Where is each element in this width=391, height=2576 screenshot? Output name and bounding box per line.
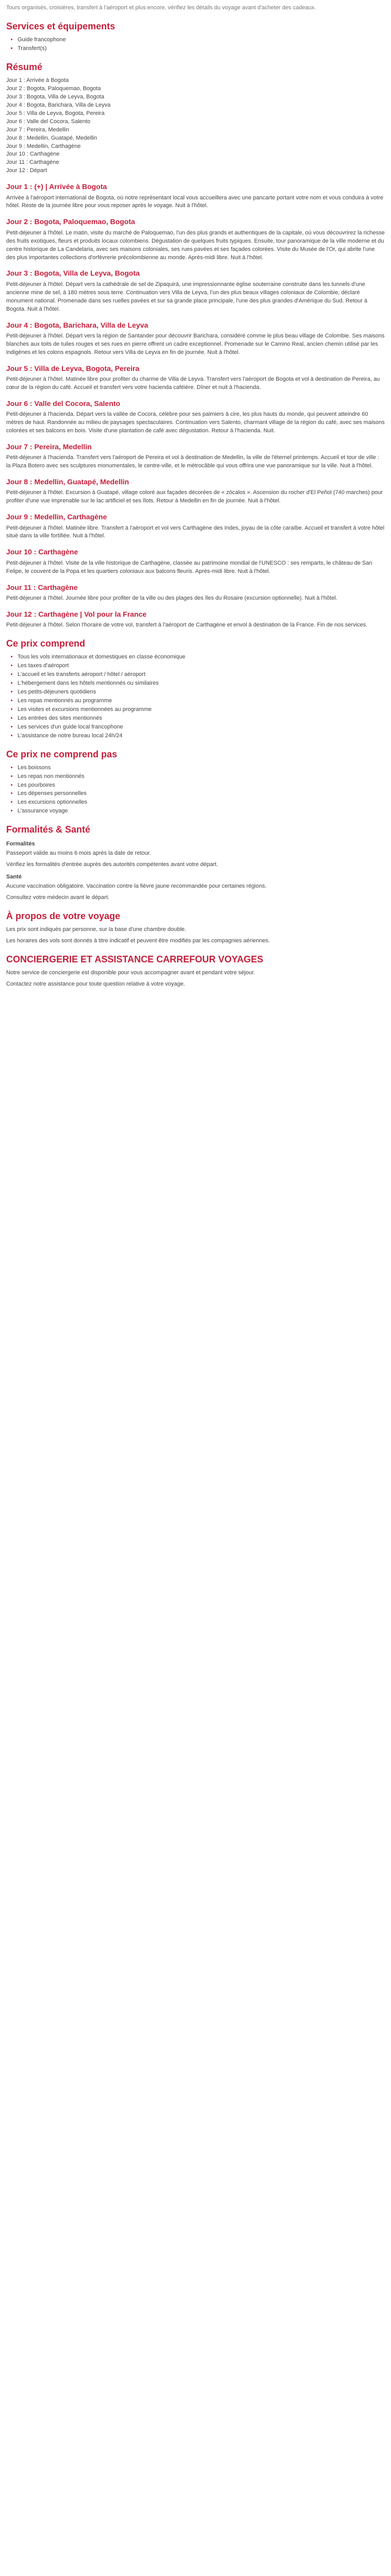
- day-title: Jour 4 : Bogota, Barichara, Villa de Leyva: [6, 320, 149, 329]
- day-text: Petit-déjeuner à l'hôtel. Le matin, visite du marché de Paloquemao, l'un des plus grands et authentiques de la capitale, où vous découvrirez la richesse des fruits exotiques, fleurs et produits locaux colombiens. Dégustation de quelques fruits typiques. Ensuite, tour panoramique de la ville moderne et du centre historique de La Candelaria, avec ses maisons coloniales, ses rues pavées et ses façades colorées. Visite du Musée de l'Or, qui abrite l'une des plus importantes collections d'orfèvrerie précolombienne au monde. Après-midi libre. Nuit à l'hôtel.: [6, 229, 385, 261]
- day-text: Petit-déjeuner à l'hôtel. Matinée libre. Transfert à l'aéroport et vol vers Carthagène des Indes, joyau de la côte caraïbe. Accueil et transfert à votre hôtel situé dans la ville fortifiée. Nuit à l'hôtel.: [6, 524, 385, 539]
- not-included-title: Ce prix ne comprend pas: [6, 749, 118, 759]
- health-subtitle: Santé: [6, 874, 22, 880]
- day-title: Jour 9 : Medellin, Carthagène: [6, 513, 107, 521]
- summary-line: Jour 2 : Bogota, Paloquemao, Bogota: [6, 85, 101, 92]
- list-item: • Les repas non mentionnés: [18, 773, 385, 781]
- list-item: • Les taxes d'aéroport: [18, 662, 385, 670]
- summary-line: Jour 12 : Départ: [6, 167, 47, 174]
- summary-line: Jour 10 : Carthagène: [6, 151, 60, 158]
- day-section: [6, 512, 385, 540]
- day-title: Jour 3 : Bogota, Villa de Leyva, Bogota: [6, 269, 140, 278]
- list-item: • Les repas mentionnés au programme: [18, 697, 385, 705]
- list-item: • Transfert(s): [18, 45, 385, 53]
- day-text: Petit-déjeuner à l'hôtel. Journée libre pour profiter de la ville ou des plages des îles du Rosaire (excursion optionnelle). Nuit à l'hôtel.: [6, 595, 337, 601]
- day-section: [6, 216, 385, 262]
- list-item: • Tous les vols internationaux et domestiques en classe économique: [18, 653, 385, 662]
- list-item: • L'assurance voyage: [18, 807, 385, 816]
- day-section: [6, 268, 385, 313]
- list-item: • Les entrées des sites mentionnés: [18, 715, 385, 723]
- assistance-text: Contactez notre assistance pour toute question relative à votre voyage.: [6, 980, 185, 987]
- day-text: Petit-déjeuner à l'hôtel. Selon l'horaire de votre vol, transfert à l'aéroport de Carthagène et envol à destination de la France. Fin de nos services.: [6, 622, 368, 629]
- day-section: [6, 363, 385, 392]
- summary-line: Jour 6 : Valle del Cocora, Salento: [6, 118, 91, 125]
- day-section: [6, 582, 385, 603]
- formalities-subtitle: Formalités: [6, 841, 35, 848]
- assistance-text: Notre service de conciergerie est disponible pour vous accompagner avant et pendant votre séjour.: [6, 970, 255, 976]
- health-text: Aucune vaccination obligatoire. Vaccination contre la fièvre jaune recommandée pour certaines régions.: [6, 883, 267, 890]
- conditions-text: Les horaires des vols sont donnés à titre indicatif et peuvent être modifiés par les compagnies aériennes.: [6, 938, 270, 944]
- intro-text: Tours organisés, croisières, transfert à l'aéroport et plus encore, vérifiez les détails du voyage avant d'acheter des cadeaux.: [6, 5, 316, 11]
- services-list: [6, 36, 385, 53]
- formalities-title: Formalités & Santé: [6, 824, 91, 835]
- day-title: Jour 6 : Valle del Cocora, Salento: [6, 399, 120, 408]
- summary-line: Jour 3 : Bogota, Villa de Leyva, Bogota: [6, 93, 104, 100]
- summary-line: Jour 1 : Arrivée à Bogota: [6, 77, 69, 83]
- list-item: • Les boissons: [18, 764, 385, 772]
- list-item: • L'accueil et les transferts aéroport / hôtel / aéroport: [18, 671, 385, 679]
- list-item: • Les excursions optionnelles: [18, 799, 385, 807]
- day-title: Jour 8 : Medellin, Guatapé, Medellin: [6, 478, 129, 486]
- list-item: • Les dépenses personnelles: [18, 790, 385, 798]
- day-text: Petit-déjeuner à l'hôtel. Départ vers la région de Santander pour découvrir Barichara, considéré comme le plus beau village de Colombie. Ses maisons blanches aux toits de tuiles rouges et ses rues en pierre offrent un cadre exceptionnel. Promenade sur le Camino Real, ancien chemin utilisé par les indigènes et les colons espagnols. Retour vers Villa de Leyva en fin de journée. Nuit à l'hôtel.: [6, 332, 385, 355]
- list-item: • L'hébergement dans les hôtels mentionnés ou similaires: [18, 680, 385, 688]
- summary-line: Jour 8 : Medellin, Guatapé, Medellin: [6, 134, 97, 141]
- services-title: Services et équipements: [6, 21, 116, 31]
- conditions-title: À propos de votre voyage: [6, 910, 121, 921]
- day-title: Jour 5 : Villa de Leyva, Bogota, Pereira: [6, 364, 140, 372]
- day-title: Jour 11 : Carthagène: [6, 583, 78, 591]
- page: [0, 0, 391, 998]
- formalities-text: Vérifiez les formalités d'entrée auprès des autorités compétentes avant votre départ.: [6, 861, 218, 868]
- conditions-text: Les prix sont indiqués par personne, sur la base d'une chambre double.: [6, 926, 186, 933]
- day-section: [6, 320, 385, 357]
- day-text: Petit-déjeuner à l'hacienda. Départ vers la vallée de Cocora, célèbre pour ses palmiers à cire, les plus hauts du monde, qui peuvent atteindre 60 mètres de haut. Randonnée au milieu de paysages spectaculaires. Continuation vers Salento, charmant village de la région du café, avec ses maisons colorées et ses balcons en bois. Visite d'une plantation de café avec dégustation. Retour à l'hacienda. Nuit.: [6, 411, 385, 434]
- day-title: Jour 12 : Carthagène | Vol pour la France: [6, 609, 147, 618]
- summary-line: Jour 9 : Medellin, Carthagène: [6, 143, 81, 149]
- included-title: Ce prix comprend: [6, 638, 86, 649]
- day-text: Petit-déjeuner à l'hôtel. Visite de la ville historique de Carthagène, classée au patrimoine mondial de l'UNESCO : ses remparts, le château de San Felipe, le couvent de la Popa et les quartiers coloniaux aux balcons fleuris. Après-midi libre. Nuit à l'hôtel.: [6, 560, 372, 574]
- day-text: Petit-déjeuner à l'hôtel. Départ vers la cathédrale de sel de Zipaquirá, une impressionnante église souterraine construite dans les tunnels d'une ancienne mine de sel, à 180 mètres sous terre. Continuation vers Villa de Leyva, l'un des plus beaux villages coloniaux de Colombie, déclaré monument national. Promenade dans ses ruelles pavées et sur sa grande place principale, l'une des plus grandes d'Amérique du Sud. Retour à Bogota. Nuit à l'hôtel.: [6, 281, 368, 312]
- day-text: Arrivée à l'aéroport international de Bogota, où notre représentant local vous accueillera avec une pancarte portant votre nom et vous conduira à votre hôtel. Reste de la journée libre pour vous reposer après le voyage. Nuit à l'hôtel.: [6, 194, 383, 209]
- list-item: • Guide francophone: [18, 36, 385, 44]
- day-section: [6, 442, 385, 470]
- included-list: [6, 653, 385, 740]
- day-section: [6, 547, 385, 575]
- day-section: [6, 477, 385, 505]
- list-item: • L'assistance de notre bureau local 24h/24: [18, 732, 385, 740]
- summary-line: Jour 7 : Pereira, Medellin: [6, 126, 70, 133]
- day-text: Petit-déjeuner à l'hacienda. Transfert vers l'aéroport de Pereira et vol à destination de Medellin, la ville de l'éternel printemps. Accueil et tour de ville : la Plaza Botero avec ses sculptures monumentales, le centre-ville, et le métrocâble qui vous offrira une vue panoramique sur la ville. Nuit à l'hôtel.: [6, 454, 379, 469]
- day-section: [6, 609, 385, 630]
- not-included-list: [6, 764, 385, 816]
- list-item: • Les services d'un guide local francophone: [18, 723, 385, 732]
- itinerary-title: Résumé: [6, 61, 43, 72]
- list-item: • Les visites et excursions mentionnées au programme: [18, 706, 385, 714]
- day-title: Jour 10 : Carthagène: [6, 548, 78, 556]
- assistance-title: CONCIERGERIE ET ASSISTANCE CARREFOUR VOYAGES: [6, 954, 264, 964]
- day-text: Petit-déjeuner à l'hôtel. Excursion à Guatapé, village coloré aux façades décorées de « zócalos ». Ascension du rocher d'El Peñol (740 marches) pour profiter d'une vue imprenable sur le lac artificiel et ses îlots. Retour à Medellin en fin de journée. Nuit à l'hôtel.: [6, 489, 383, 504]
- day-section: [6, 398, 385, 435]
- day-text: Petit-déjeuner à l'hôtel. Matinée libre pour profiter du charme de Villa de Leyva. Transfert vers l'aéroport de Bogota et vol à destination de Pereira, au cœur de la région du café. Accueil et transfert vers votre hacienda caféière. Dîner et nuit à l'hacienda.: [6, 376, 380, 391]
- health-text: Consultez votre médecin avant le départ.: [6, 894, 109, 901]
- day-section: [6, 181, 385, 210]
- day-title: Jour 1 : (+) | Arrivée à Bogota: [6, 182, 107, 191]
- summary-line: Jour 5 : Villa de Leyva, Bogota, Pereira: [6, 110, 105, 116]
- itinerary-summary: [6, 77, 385, 175]
- summary-line: Jour 4 : Bogota, Barichara, Villa de Leyva: [6, 101, 111, 108]
- day-title: Jour 7 : Pereira, Medellin: [6, 442, 92, 451]
- summary-line: Jour 11 : Carthagène: [6, 159, 59, 166]
- list-item: • Les pourboires: [18, 782, 385, 790]
- formalities-text: Passeport valide au moins 6 mois après la date de retour.: [6, 850, 151, 857]
- day-title: Jour 2 : Bogota, Paloquemao, Bogota: [6, 217, 135, 226]
- list-item: • Les petits-déjeuners quotidiens: [18, 688, 385, 697]
